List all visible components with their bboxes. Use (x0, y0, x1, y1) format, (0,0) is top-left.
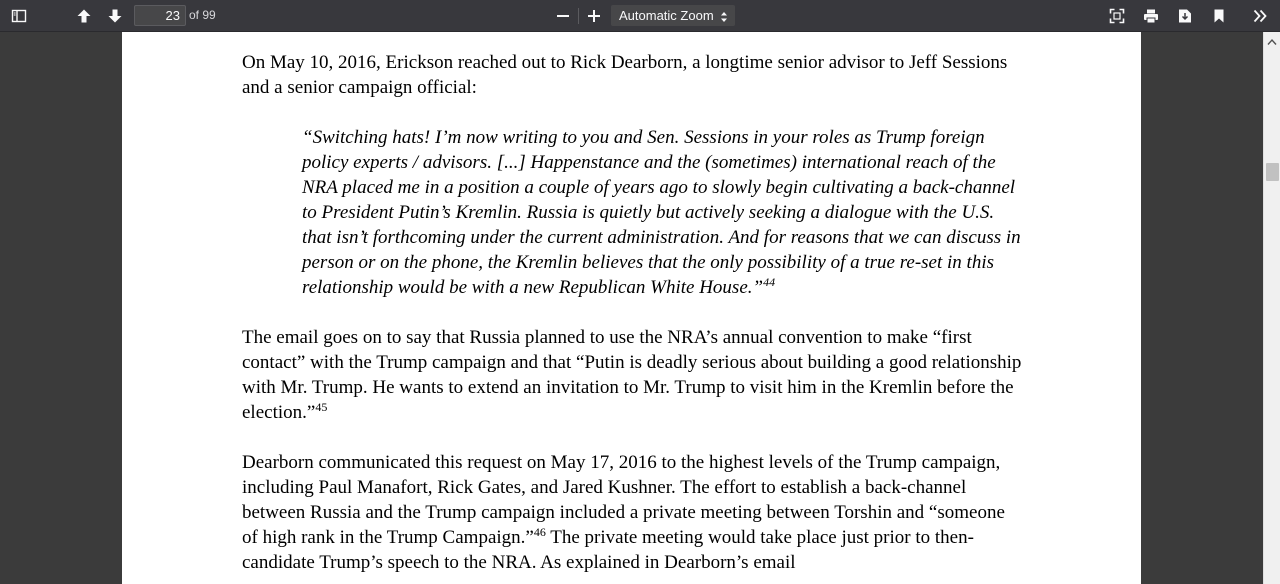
pdf-page (122, 32, 1141, 584)
scroll-up-button[interactable] (1264, 32, 1280, 49)
arrow-down-icon (107, 8, 123, 24)
paragraph-3: Dearborn communicated this request on May 17, 2016 to the highest levels of the Trump campaign, including Paul Manafort, Rick Gates, and Jared Kushner. The effort to establish a back-channel between Russia and the Trump campaign included a private meeting between Torshin and “someone of high rank in the Trump Campaign.”$^{46}$ The private meeting would take place just prior to then-candidate Trump’s speech to the NRA. As explained in Dearborn’s email (242, 452, 1005, 573)
sidebar-toggle-icon (11, 8, 27, 24)
page-text (242, 50, 1022, 584)
zoom-divider (578, 8, 579, 24)
zoom-in-button[interactable] (581, 4, 607, 28)
minus-icon (556, 9, 570, 23)
footnote-ref-46[interactable]: 46 (533, 525, 546, 539)
tools-button[interactable] (1247, 4, 1273, 28)
zoom-out-button[interactable] (550, 4, 576, 28)
print-button[interactable] (1138, 4, 1164, 28)
vertical-scrollbar[interactable] (1263, 32, 1280, 584)
bookmark-button[interactable] (1206, 4, 1232, 28)
block-quote: “Switching hats! I’m now writing to you and Sen. Sessions in your roles as Trump foreign policy experts / advisors. [...] Happenstance and the (sometimes) international reach of the NRA placed me in a position a couple of years ago to slowly begin cultivating a back-channel to President Putin’s Kremlin. Russia is quietly but actively seeking a dialogue with the U.S. that isn’t forthcoming under the current administration. And for reasons that we can discuss in person or on the phone, the Kremlin believes that the only possibility of a true re-set in this relationship would be with a new Republican White House.”$^{44}$ (302, 127, 1021, 298)
arrow-up-icon (76, 8, 92, 24)
sidebar-toggle-button[interactable] (6, 4, 32, 28)
paragraph-2: The email goes on to say that Russia planned to use the NRA’s annual convention to make “first contact” with the Trump campaign and that “Putin is deadly serious about building a good relationship with Mr. Trump. He wants to extend an invitation to Mr. Trump to visit him in the Kremlin before the election.”$^{45}$ (242, 327, 1022, 423)
footnote-ref-44[interactable]: 44 (763, 275, 776, 289)
footnote-ref-45[interactable]: 45 (315, 400, 328, 414)
zoom-select-value: Automatic Zoom (619, 8, 714, 23)
paragraph-1: On May 10, 2016, Erickson reached out to Rick Dearborn, a longtime senior advisor to Jeff Sessions and a senior campaign official: (242, 52, 1008, 98)
page-count-label: of 99 (189, 8, 216, 22)
fullscreen-icon (1109, 8, 1125, 24)
page-number-input[interactable] (134, 5, 186, 26)
plus-icon (587, 9, 601, 23)
download-icon (1177, 8, 1193, 24)
caret-up-icon (1267, 31, 1277, 50)
previous-page-button[interactable] (71, 4, 97, 28)
scrollbar-thumb[interactable] (1266, 163, 1279, 181)
pdf-toolbar (0, 0, 1280, 32)
next-page-button[interactable] (102, 4, 128, 28)
bookmark-icon (1211, 8, 1227, 24)
print-icon (1143, 8, 1159, 24)
download-button[interactable] (1172, 4, 1198, 28)
double-chevron-right-icon (1252, 8, 1268, 24)
document-viewer[interactable] (0, 32, 1280, 584)
presentation-mode-button[interactable] (1104, 4, 1130, 28)
zoom-select[interactable] (611, 5, 735, 26)
select-arrows-icon (720, 9, 728, 28)
